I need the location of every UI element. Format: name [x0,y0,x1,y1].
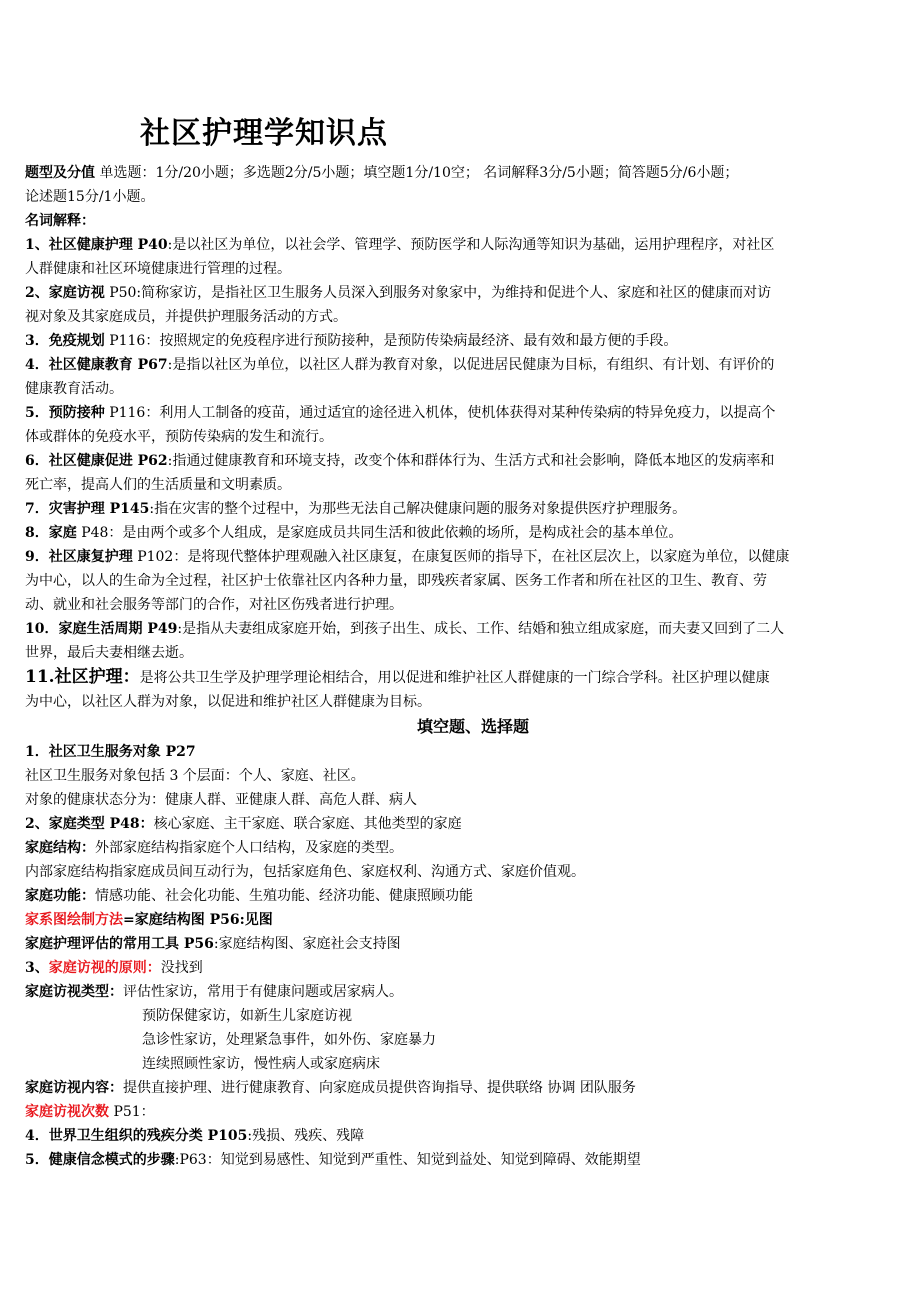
term-number: 3． [25,333,49,349]
term-item [25,449,891,473]
term-number: 1、 [25,237,49,253]
score-label: 题型及分值 [25,165,95,181]
section-4-text: :残损、残疾、残障 [247,1128,365,1144]
term-name: 社区健康护理 P40 [48,237,168,253]
assessment-tools-label: 家庭护理评估的常用工具 P56 [25,936,214,952]
term-item [25,329,891,353]
term-text-cont: 为中心，以社区人群为对象，以促进和维护社区人群健康为目标。 [25,694,431,710]
fill-section-heading: 填空题、选择题 [416,717,529,736]
visit-type-item: 预防保健家访，如新生儿家庭访视 [142,1008,352,1024]
visit-type-label: 家庭访视类型： [25,984,123,1000]
section-1-heading: 1．社区卫生服务对象 P27 [25,744,196,760]
term-number: 7． [25,501,49,517]
section-3-text: 没找到 [160,960,203,976]
term-text: P116：利用人工制备的疫苗，通过适宜的途径进入机体，使机体获得对某种传染病的特异免疫力，以提高个 [104,405,776,421]
section-1-line: 对象的健康状态分为：健康人群、亚健康人群、高危人群、病人 [25,792,417,808]
genogram-text: =家庭结构图 P56:见图 [123,912,273,928]
term-item [25,665,891,690]
term-number: 5． [25,405,49,421]
visit-frequency-label: 家庭访视次数 [25,1104,109,1120]
section-2-line [25,812,891,836]
term-text: P116：按照规定的免疫程序进行预防接种，是预防传染病最经济、最有效和最方便的手段。 [104,333,678,349]
page-title: 社区护理学知识点 [140,116,388,151]
term-text: :是指以社区为单位，以社区人群为教育对象，以促进居民健康为目标，有组织、有计划、有评价的 [167,357,775,373]
term-text: :是指从夫妻组成家庭开始，到孩子出生、成长、工作、结婚和独立组成家庭，而夫妻又回到了二人 [177,621,785,637]
term-name: 家庭访视 [48,285,105,301]
visit-frequency-text: P51： [109,1104,155,1120]
family-structure-text: 外部家庭结构指家庭个人口结构，及家庭的类型。 [95,840,403,856]
term-text: :指在灾害的整个过程中，为那些无法自己解决健康问题的服务对象提供医疗护理服务。 [149,501,687,517]
term-text-cont: 视对象及其家庭成员，并提供护理服务活动的方式。 [25,309,347,325]
visit-type-item: 评估性家访，常用于有健康问题或居家病人。 [123,984,403,1000]
term-item [25,497,891,521]
section-3-number: 3、 [25,960,49,976]
term-text: P48：是由两个或多个人组成，是家庭成员共同生活和彼此依赖的场所，是构成社会的基本单位。 [76,525,683,541]
term-text-cont: 世界，最后夫妻相继去逝。 [25,645,193,661]
term-item [25,617,891,641]
genogram-label: 家系图绘制方法 [25,912,123,928]
terms-heading: 名词解释： [25,213,95,229]
section-3-line [25,956,891,980]
visit-frequency-line [25,1100,891,1124]
term-name: 免疫规划 [48,333,105,349]
term-item [25,281,891,305]
term-number: 6． [25,453,49,469]
family-function-label: 家庭功能： [25,888,95,904]
section-2-text: 核心家庭、主干家庭、联合家庭、其他类型的家庭 [153,816,462,832]
genogram-line [25,908,891,932]
term-number: 11. [25,667,55,687]
term-number: 9． [25,549,49,565]
visit-type-line [25,980,891,1004]
section-1-line: 社区卫生服务对象包括 3 个层面：个人、家庭、社区。 [25,768,365,784]
term-item [25,233,891,257]
term-text-cont: 死亡率，提高人们的生活质量和文明素质。 [25,477,291,493]
term-text: :指通过健康教育和环境支持，改变个体和群体行为、生活方式和社会影响，降低本地区的发病率和 [167,453,775,469]
term-name: 社区康复护理 [48,549,133,565]
section-3-label: 家庭访视的原则： [48,960,161,976]
family-function-text: 情感功能、社会化功能、生殖功能、经济功能、健康照顾功能 [95,888,473,904]
visit-content-text: 提供直接护理、进行健康教育、向家庭成员提供咨询指导、提供联络 协调 团队服务 [123,1080,636,1096]
family-structure-line-2: 内部家庭结构指家庭成员间互动行为，包括家庭角色、家庭权利、沟通方式、家庭价值观。 [25,864,585,880]
term-number: 4． [25,357,49,373]
term-name: 家庭生活周期 P49 [58,621,178,637]
score-text: 单选题：1分/20小题；多选题2分/5小题；填空题1分/10空； 名词解释3分/5小题；简答题5分/6小题； [95,165,739,181]
term-text-cont: 动、就业和社会服务等部门的合作，对社区伤残者进行护理。 [25,597,403,613]
document-body [25,161,891,1172]
section-5-heading: 5．健康信念模式的步骤 [25,1152,175,1168]
visit-type-item: 急诊性家访，处理紧急事件，如外伤、家庭暴力 [142,1032,436,1048]
term-item [25,353,891,377]
family-structure-line [25,836,891,860]
term-item [25,521,891,545]
term-text: P50:简称家访，是指社区卫生服务人员深入到服务对象家中，为维持和促进个人、家庭和社区的健康而对访 [104,285,772,301]
family-function-line [25,884,891,908]
term-text-cont: 为中心，以人的生命为全过程，社区护士依靠社区内各种力量，即残疾者家属、医务工作者和所在社区的卫生、教育、劳 [25,573,767,589]
visit-type-item: 连续照顾性家访，慢性病人或家庭病床 [142,1056,380,1072]
term-text: P102：是将现代整体护理观融入社区康复，在康复医师的指导下，在社区层次上，以家庭为单位，以健康 [132,549,790,565]
term-text-cont: 健康教育活动。 [25,381,123,397]
term-item [25,545,891,569]
section-5-text: :P63：知觉到易感性、知觉到严重性、知觉到益处、知觉到障碍、效能期望 [174,1152,641,1168]
term-name: 灾害护理 P145 [48,501,150,517]
term-name: 社区健康促进 P62 [48,453,168,469]
term-number: 2、 [25,285,49,301]
visit-content-line [25,1076,891,1100]
section-4-heading: 4．世界卫生组织的残疾分类 P105 [25,1128,248,1144]
term-name: 社区健康教育 P67 [48,357,168,373]
section-2-heading: 2、家庭类型 P48： [25,816,154,832]
section-5-line [25,1148,891,1172]
family-structure-label: 家庭结构： [25,840,95,856]
score-line-2: 论述题15分/1小题。 [25,189,155,205]
term-name: 社区护理： [54,667,140,687]
assessment-tools-text: :家庭结构图、家庭社会支持图 [213,936,401,952]
term-number: 8． [25,525,49,541]
term-name: 预防接种 [48,405,105,421]
term-text-cont: 人群健康和社区环境健康进行管理的过程。 [25,261,291,277]
term-text-cont: 体或群体的免疫水平，预防传染病的发生和流行。 [25,429,333,445]
visit-content-label: 家庭访视内容： [25,1080,123,1096]
score-line [25,161,891,185]
term-item [25,401,891,425]
assessment-tools-line [25,932,891,956]
term-number: 10． [25,621,59,637]
term-text: 是将公共卫生学及护理学理论相结合，用以促进和维护社区人群健康的一门综合学科。社区护理以健康 [139,670,770,686]
term-text: :是以社区为单位，以社会学、管理学、预防医学和人际沟通等知识为基础，运用护理程序，对社区 [167,237,775,253]
section-4-line [25,1124,891,1148]
term-name: 家庭 [48,525,77,541]
